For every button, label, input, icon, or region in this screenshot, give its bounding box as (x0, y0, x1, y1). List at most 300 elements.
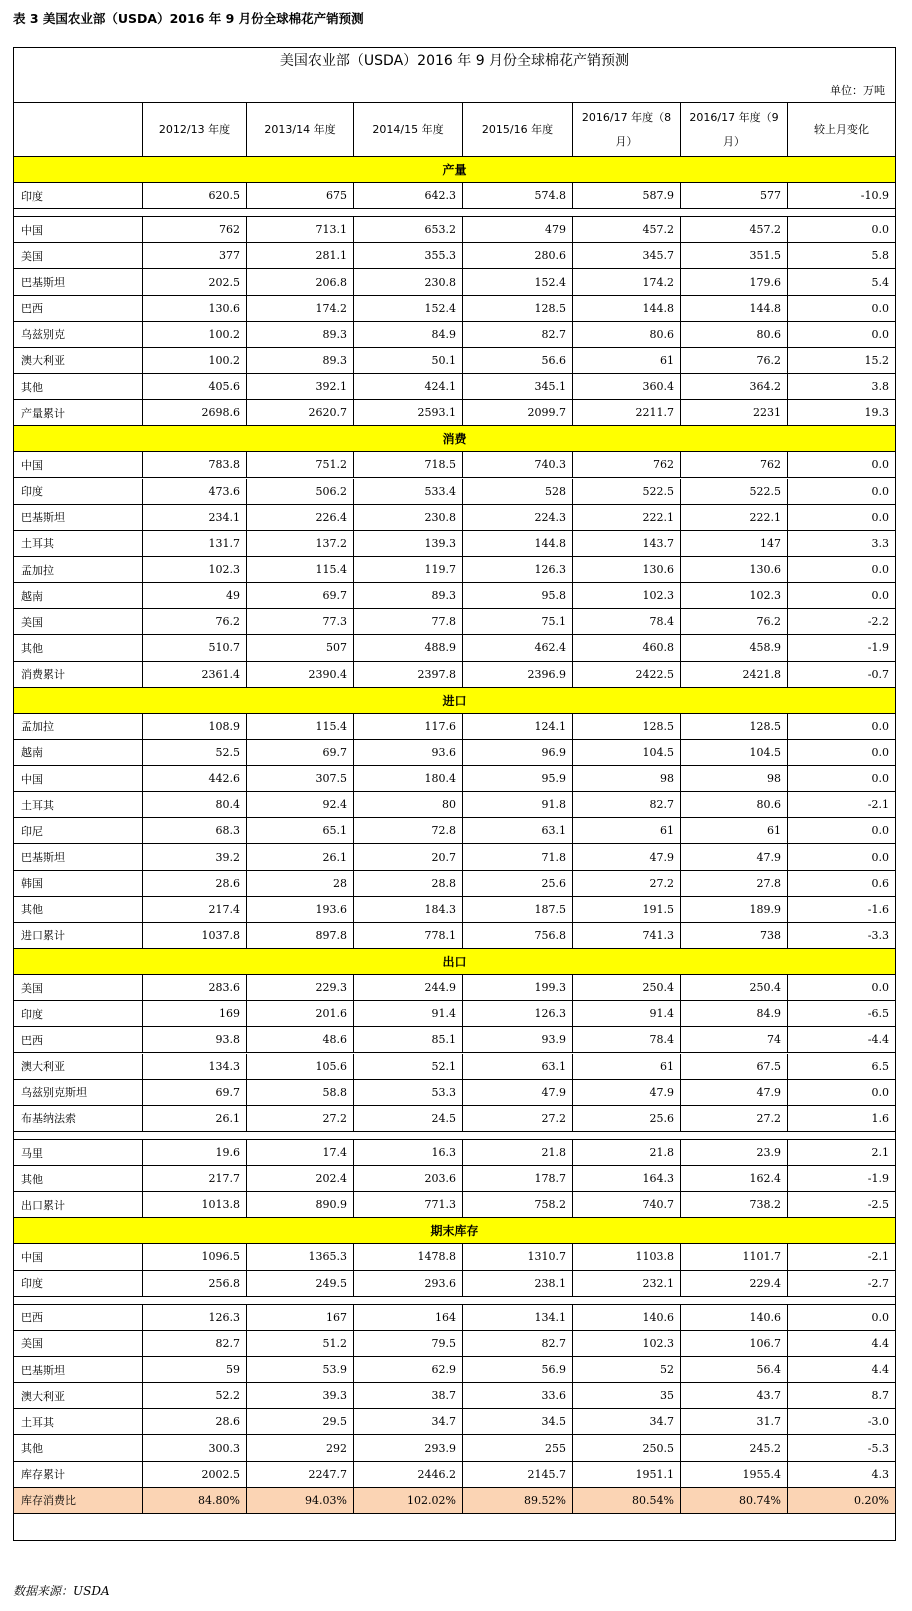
value-cell: 17.4 (247, 1140, 354, 1166)
table-row (14, 1166, 895, 1192)
value-cell: 738.2 (681, 1192, 788, 1218)
value-cell: 29.5 (247, 1409, 354, 1435)
value-cell: 98 (681, 766, 788, 792)
value-cell: 533.4 (354, 479, 463, 505)
value-cell: 16.3 (354, 1140, 463, 1166)
value-cell: 56.9 (463, 1357, 573, 1383)
row-label: 中国 (14, 217, 143, 243)
value-cell: 217.7 (143, 1166, 247, 1192)
value-cell: 128.5 (681, 714, 788, 740)
value-cell: 72.8 (354, 818, 463, 844)
value-cell: 47.9 (573, 1080, 681, 1106)
table-row (14, 322, 895, 348)
value-cell: 300.3 (143, 1435, 247, 1461)
column-header: 2012/13 年度 (143, 103, 247, 157)
value-cell: 230.8 (354, 269, 463, 295)
table-row (14, 505, 895, 531)
row-label: 印度 (14, 479, 143, 505)
value-cell: 2421.8 (681, 662, 788, 688)
section-header: 产量 (14, 157, 895, 183)
value-cell: 134.3 (143, 1054, 247, 1080)
value-cell: 63.1 (463, 1054, 573, 1080)
value-cell: -3.0 (788, 1409, 895, 1435)
table-row (14, 217, 895, 243)
value-cell: 82.7 (463, 1331, 573, 1357)
row-gap (14, 1132, 895, 1140)
row-label: 出口累计 (14, 1192, 143, 1218)
column-header: 2016/17 年度（8月） (573, 103, 681, 157)
table-row (14, 662, 895, 688)
value-cell: 355.3 (354, 243, 463, 269)
value-cell: 61 (573, 818, 681, 844)
value-cell: -1.9 (788, 1166, 895, 1192)
value-cell: 238.1 (463, 1271, 573, 1297)
value-cell: 283.6 (143, 975, 247, 1001)
value-cell: 78.4 (573, 1027, 681, 1053)
row-label: 印度 (14, 1001, 143, 1027)
value-cell: 178.7 (463, 1166, 573, 1192)
value-cell: -2.5 (788, 1192, 895, 1218)
value-cell: 89.3 (354, 583, 463, 609)
value-cell: 27.8 (681, 871, 788, 897)
table-row (14, 609, 895, 635)
value-cell: 94.03% (247, 1488, 354, 1514)
value-cell: 1951.1 (573, 1462, 681, 1488)
value-cell: 180.4 (354, 766, 463, 792)
value-cell: 2231 (681, 400, 788, 426)
value-cell: 244.9 (354, 975, 463, 1001)
value-cell: 130.6 (143, 296, 247, 322)
value-cell: -10.9 (788, 183, 895, 209)
value-cell: 21.8 (463, 1140, 573, 1166)
value-cell: 52.2 (143, 1383, 247, 1409)
row-label: 乌兹别克斯坦 (14, 1080, 143, 1106)
row-label: 印尼 (14, 818, 143, 844)
table-row (14, 1080, 895, 1106)
value-cell: 89.52% (463, 1488, 573, 1514)
value-cell: 0.0 (788, 714, 895, 740)
unit-label: 单位：万吨 (830, 84, 885, 97)
value-cell: 76.2 (143, 609, 247, 635)
value-cell: 34.7 (354, 1409, 463, 1435)
value-cell: -2.1 (788, 1244, 895, 1270)
value-cell: 2.1 (788, 1140, 895, 1166)
value-cell: 126.3 (463, 1001, 573, 1027)
value-cell: 77.8 (354, 609, 463, 635)
table-row (14, 296, 895, 322)
row-label: 美国 (14, 609, 143, 635)
column-header: 2016/17 年度（9月） (681, 103, 788, 157)
value-cell: 0.0 (788, 452, 895, 478)
value-cell: 506.2 (247, 479, 354, 505)
value-cell: 675 (247, 183, 354, 209)
row-label: 巴西 (14, 296, 143, 322)
value-cell: 144.8 (463, 531, 573, 557)
value-cell: 187.5 (463, 897, 573, 923)
source-note: 数据来源：USDA (13, 1584, 110, 1598)
value-cell: 56.6 (463, 348, 573, 374)
value-cell: -5.3 (788, 1435, 895, 1461)
value-cell: 117.6 (354, 714, 463, 740)
value-cell: 2593.1 (354, 400, 463, 426)
value-cell: 58.8 (247, 1080, 354, 1106)
value-cell: 457.2 (681, 217, 788, 243)
value-cell: 63.1 (463, 818, 573, 844)
value-cell: 69.7 (247, 740, 354, 766)
value-cell: 528 (463, 479, 573, 505)
value-cell: 61 (681, 818, 788, 844)
value-cell: 80.54% (573, 1488, 681, 1514)
value-cell: 0.0 (788, 505, 895, 531)
value-cell: 162.4 (681, 1166, 788, 1192)
section-header: 进口 (14, 688, 895, 714)
table-row (14, 1331, 895, 1357)
value-cell: 47.9 (681, 844, 788, 870)
value-cell: 80.74% (681, 1488, 788, 1514)
row-label: 消费累计 (14, 662, 143, 688)
value-cell: -0.7 (788, 662, 895, 688)
value-cell: 115.4 (247, 557, 354, 583)
value-cell: 102.3 (573, 1331, 681, 1357)
value-cell: 202.4 (247, 1166, 354, 1192)
value-cell: 65.1 (247, 818, 354, 844)
row-label: 印度 (14, 183, 143, 209)
value-cell: 92.4 (247, 792, 354, 818)
value-cell: 75.1 (463, 609, 573, 635)
value-cell: 2247.7 (247, 1462, 354, 1488)
value-cell: 167 (247, 1305, 354, 1331)
value-cell: 108.9 (143, 714, 247, 740)
row-label: 中国 (14, 452, 143, 478)
data-table (14, 102, 895, 1508)
value-cell: 1955.4 (681, 1462, 788, 1488)
value-cell: 0.0 (788, 583, 895, 609)
row-gap (14, 1297, 895, 1305)
value-cell: 2698.6 (143, 400, 247, 426)
value-cell: 5.8 (788, 243, 895, 269)
value-cell: 245.2 (681, 1435, 788, 1461)
value-cell: 3.3 (788, 531, 895, 557)
value-cell: 100.2 (143, 348, 247, 374)
row-label: 中国 (14, 1244, 143, 1270)
value-cell: 93.8 (143, 1027, 247, 1053)
value-cell: 62.9 (354, 1357, 463, 1383)
table-row (14, 871, 895, 897)
value-cell: 0.0 (788, 557, 895, 583)
value-cell: 102.3 (681, 583, 788, 609)
value-cell: 1096.5 (143, 1244, 247, 1270)
value-cell: 653.2 (354, 217, 463, 243)
value-cell: 179.6 (681, 269, 788, 295)
value-cell: 52.5 (143, 740, 247, 766)
row-label: 澳大利亚 (14, 1383, 143, 1409)
value-cell: 174.2 (573, 269, 681, 295)
value-cell: 222.1 (681, 505, 788, 531)
value-cell: 137.2 (247, 531, 354, 557)
value-cell: 783.8 (143, 452, 247, 478)
value-cell: 189.9 (681, 897, 788, 923)
value-cell: 741.3 (573, 923, 681, 949)
value-cell: 307.5 (247, 766, 354, 792)
row-label: 布基纳法索 (14, 1106, 143, 1132)
value-cell: -3.3 (788, 923, 895, 949)
value-cell: 232.1 (573, 1271, 681, 1297)
value-cell: 758.2 (463, 1192, 573, 1218)
value-cell: 360.4 (573, 374, 681, 400)
row-label: 越南 (14, 583, 143, 609)
table-row (14, 1462, 895, 1488)
table-row (14, 269, 895, 295)
table-row (14, 1001, 895, 1027)
row-label: 孟加拉 (14, 714, 143, 740)
value-cell: 84.9 (681, 1001, 788, 1027)
value-cell: 740.3 (463, 452, 573, 478)
value-cell: 68.3 (143, 818, 247, 844)
value-cell: 762 (681, 452, 788, 478)
value-cell: 8.7 (788, 1383, 895, 1409)
value-cell: 102.3 (143, 557, 247, 583)
value-cell: 95.9 (463, 766, 573, 792)
value-cell: 27.2 (573, 871, 681, 897)
value-cell: 718.5 (354, 452, 463, 478)
value-cell: 134.1 (463, 1305, 573, 1331)
value-cell: 15.2 (788, 348, 895, 374)
value-cell: 76.2 (681, 348, 788, 374)
value-cell: 250.4 (573, 975, 681, 1001)
value-cell: 27.2 (681, 1106, 788, 1132)
row-label: 美国 (14, 243, 143, 269)
value-cell: 53.3 (354, 1080, 463, 1106)
value-cell: 0.0 (788, 479, 895, 505)
value-cell: 202.5 (143, 269, 247, 295)
value-cell: 128.5 (463, 296, 573, 322)
value-cell: 130.6 (573, 557, 681, 583)
value-cell: 234.1 (143, 505, 247, 531)
value-cell: 2620.7 (247, 400, 354, 426)
value-cell: 115.4 (247, 714, 354, 740)
value-cell: 203.6 (354, 1166, 463, 1192)
value-cell: -2.7 (788, 1271, 895, 1297)
value-cell: 3.8 (788, 374, 895, 400)
value-cell: 0.0 (788, 975, 895, 1001)
value-cell: 0.0 (788, 818, 895, 844)
table-row (14, 183, 895, 209)
value-cell: 144.8 (681, 296, 788, 322)
value-cell: 93.6 (354, 740, 463, 766)
header-row (14, 103, 895, 157)
value-cell: 152.4 (354, 296, 463, 322)
value-cell: 131.7 (143, 531, 247, 557)
value-cell: 0.0 (788, 1080, 895, 1106)
value-cell: 222.1 (573, 505, 681, 531)
value-cell: 345.1 (463, 374, 573, 400)
value-cell: 34.7 (573, 1409, 681, 1435)
value-cell: 5.4 (788, 269, 895, 295)
value-cell: 460.8 (573, 635, 681, 661)
row-label: 其他 (14, 1435, 143, 1461)
column-header: 2014/15 年度 (354, 103, 463, 157)
value-cell: 39.2 (143, 844, 247, 870)
value-cell: 104.5 (573, 740, 681, 766)
value-cell: -6.5 (788, 1001, 895, 1027)
value-cell: 19.3 (788, 400, 895, 426)
value-cell: 738 (681, 923, 788, 949)
section-header: 出口 (14, 949, 895, 975)
row-label: 库存累计 (14, 1462, 143, 1488)
row-label: 巴西 (14, 1027, 143, 1053)
value-cell: 740.7 (573, 1192, 681, 1218)
value-cell: 80 (354, 792, 463, 818)
value-cell: 488.9 (354, 635, 463, 661)
value-cell: 34.5 (463, 1409, 573, 1435)
table-row (14, 1106, 895, 1132)
table-row (14, 1305, 895, 1331)
value-cell: 0.0 (788, 740, 895, 766)
value-cell: 0.20% (788, 1488, 895, 1514)
table-row (14, 479, 895, 505)
value-cell: 458.9 (681, 635, 788, 661)
value-cell: 48.6 (247, 1027, 354, 1053)
value-cell: 224.3 (463, 505, 573, 531)
table-row (14, 1054, 895, 1080)
row-label: 其他 (14, 897, 143, 923)
value-cell: 96.9 (463, 740, 573, 766)
value-cell: 1478.8 (354, 1244, 463, 1270)
value-cell: 84.80% (143, 1488, 247, 1514)
value-cell: 293.6 (354, 1271, 463, 1297)
value-cell: 2145.7 (463, 1462, 573, 1488)
value-cell: 193.6 (247, 897, 354, 923)
value-cell: 93.9 (463, 1027, 573, 1053)
value-cell: 191.5 (573, 897, 681, 923)
value-cell: 199.3 (463, 975, 573, 1001)
value-cell: 0.0 (788, 844, 895, 870)
section-header: 消费 (14, 426, 895, 452)
table-row (14, 1409, 895, 1435)
table-row (14, 400, 895, 426)
table-row (14, 1435, 895, 1461)
value-cell: 351.5 (681, 243, 788, 269)
value-cell: 250.5 (573, 1435, 681, 1461)
value-cell: 405.6 (143, 374, 247, 400)
value-cell: 2361.4 (143, 662, 247, 688)
value-cell: 762 (573, 452, 681, 478)
row-label: 其他 (14, 374, 143, 400)
value-cell: 124.1 (463, 714, 573, 740)
value-cell: 1.6 (788, 1106, 895, 1132)
value-cell: 6.5 (788, 1054, 895, 1080)
value-cell: 217.4 (143, 897, 247, 923)
table-row (14, 1244, 895, 1270)
value-cell: 751.2 (247, 452, 354, 478)
row-label: 巴基斯坦 (14, 1357, 143, 1383)
table-row (14, 844, 895, 870)
row-label: 巴基斯坦 (14, 505, 143, 531)
table-row (14, 452, 895, 478)
value-cell: 0.0 (788, 296, 895, 322)
value-cell: 24.5 (354, 1106, 463, 1132)
value-cell: 77.3 (247, 609, 354, 635)
row-label: 巴基斯坦 (14, 844, 143, 870)
value-cell: 620.5 (143, 183, 247, 209)
value-cell: 52.1 (354, 1054, 463, 1080)
value-cell: 713.1 (247, 217, 354, 243)
value-cell: 4.4 (788, 1357, 895, 1383)
value-cell: 82.7 (143, 1331, 247, 1357)
value-cell: 27.2 (247, 1106, 354, 1132)
table-row (14, 818, 895, 844)
table-row (14, 975, 895, 1001)
value-cell: 230.8 (354, 505, 463, 531)
value-cell: 1037.8 (143, 923, 247, 949)
value-cell: 249.5 (247, 1271, 354, 1297)
value-cell: 80.6 (681, 322, 788, 348)
table-frame (13, 47, 896, 1541)
value-cell: 52 (573, 1357, 681, 1383)
value-cell: 91.4 (354, 1001, 463, 1027)
value-cell: 33.6 (463, 1383, 573, 1409)
value-cell: 67.5 (681, 1054, 788, 1080)
value-cell: 82.7 (573, 792, 681, 818)
table-row (14, 348, 895, 374)
value-cell: 26.1 (247, 844, 354, 870)
row-label: 其他 (14, 635, 143, 661)
value-cell: 473.6 (143, 479, 247, 505)
value-cell: 574.8 (463, 183, 573, 209)
row-label: 土耳其 (14, 792, 143, 818)
value-cell: 507 (247, 635, 354, 661)
value-cell: 169 (143, 1001, 247, 1027)
value-cell: 462.4 (463, 635, 573, 661)
value-cell: 201.6 (247, 1001, 354, 1027)
column-header: 2015/16 年度 (463, 103, 573, 157)
value-cell: 522.5 (573, 479, 681, 505)
value-cell: 128.5 (573, 714, 681, 740)
table-row (14, 792, 895, 818)
value-cell: 74 (681, 1027, 788, 1053)
row-label: 巴基斯坦 (14, 269, 143, 295)
row-label: 印度 (14, 1271, 143, 1297)
value-cell: 4.4 (788, 1331, 895, 1357)
value-cell: 392.1 (247, 374, 354, 400)
value-cell: 1013.8 (143, 1192, 247, 1218)
value-cell: 174.2 (247, 296, 354, 322)
row-label: 美国 (14, 1331, 143, 1357)
table-row (14, 1140, 895, 1166)
row-label: 孟加拉 (14, 557, 143, 583)
value-cell: 91.4 (573, 1001, 681, 1027)
table-row (14, 714, 895, 740)
value-cell: 84.9 (354, 322, 463, 348)
table-row (14, 243, 895, 269)
value-cell: 280.6 (463, 243, 573, 269)
column-header: 较上月变化 (788, 103, 895, 157)
row-label: 中国 (14, 766, 143, 792)
value-cell: -2.2 (788, 609, 895, 635)
value-cell: 89.3 (247, 348, 354, 374)
value-cell: 642.3 (354, 183, 463, 209)
value-cell: -2.1 (788, 792, 895, 818)
value-cell: 19.6 (143, 1140, 247, 1166)
value-cell: 510.7 (143, 635, 247, 661)
value-cell: 69.7 (247, 583, 354, 609)
value-cell: 2396.9 (463, 662, 573, 688)
value-cell: 39.3 (247, 1383, 354, 1409)
value-cell: 0.0 (788, 1305, 895, 1331)
table-caption: 表 3 美国农业部（USDA）2016 年 9 月份全球棉花产销预测 (13, 11, 364, 26)
value-cell: 457.2 (573, 217, 681, 243)
value-cell: 364.2 (681, 374, 788, 400)
